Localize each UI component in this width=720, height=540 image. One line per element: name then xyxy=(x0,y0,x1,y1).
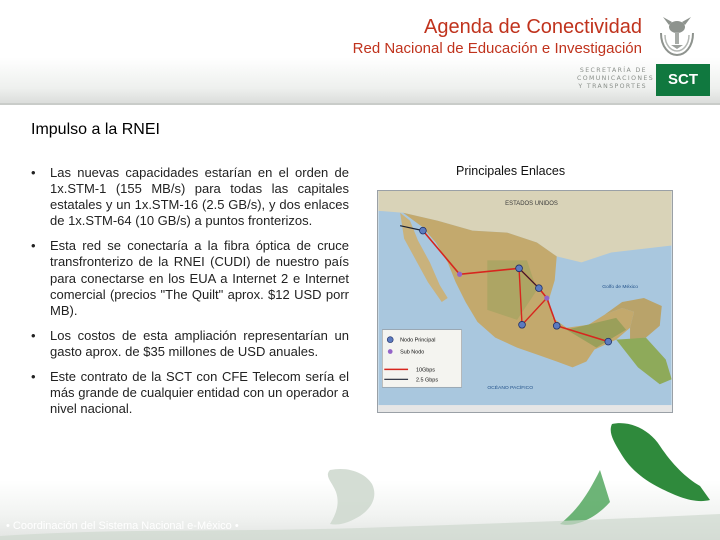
legend-main-node: Nodo Principal xyxy=(400,337,436,344)
bullet-list xyxy=(31,165,349,426)
bullet-item: • Esta red se conectaría a la fibra óptica de cruce transfronterizo de la RNEI (CUDI) de nuestro país para conectarse en los EUA a Internet 2 e Internet comercial (precios "The Quilt" aprox. $12 USD porr MB). xyxy=(31,238,349,318)
map-node xyxy=(516,265,523,272)
bullet-item: • Las nuevas capacidades estarían en el orden de 1x.STM-1 (155 MB/s) para todas las capitales estatales y un 1x.STM-16 (2.5 GB/s), y dos enlaces de 1x.STM-64 (10 GB/s) a puntos fronterizos. xyxy=(31,165,349,229)
map-node xyxy=(420,227,427,234)
header-title: Agenda de Conectividad xyxy=(424,16,642,38)
bullet-dot: • xyxy=(31,369,36,385)
map-node xyxy=(519,321,526,328)
footer-text: • Coordinación del Sistema Nacional e-México • xyxy=(6,520,239,532)
legend-10gbps: 10Gbps xyxy=(415,367,436,374)
sct-logo: SCT xyxy=(656,64,710,96)
header-subtitle: Red Nacional de Educación e Investigación xyxy=(352,40,642,57)
map-ocean-label: OCÉANO PACÍFICO xyxy=(487,386,534,392)
map-gulf-label: Golfo de México xyxy=(602,285,638,291)
bullet-dot: • xyxy=(31,327,36,343)
secretaria-label: SECRETARÍA DE COMUNICACIONES Y TRANSPORTES xyxy=(577,67,655,90)
map-title: Principales Enlaces xyxy=(456,164,566,178)
map-subnode xyxy=(544,295,549,300)
network-map xyxy=(377,190,673,413)
bullet-dot: • xyxy=(31,238,36,254)
map-subnode xyxy=(457,272,462,277)
header-divider xyxy=(0,103,720,105)
legend-2-5gbps: 2.5 Gbps xyxy=(415,377,439,384)
map-node xyxy=(536,285,543,292)
coat-of-arms-seal xyxy=(655,13,699,59)
slide-title: Impulso a la RNEI xyxy=(31,121,160,138)
bullet-dot: • xyxy=(31,165,36,180)
map-region-label: ESTADOS UNIDOS xyxy=(505,200,558,207)
mexico-map-watermark xyxy=(0,400,720,540)
bullet-item: • Los costos de esta ampliación representarían un gasto aprox. de $35 millones de USD anuales. xyxy=(31,327,349,359)
bullet-item: • Este contrato de la SCT con CFE Telecom sería el más grande de cualquier entidad con un operador a nivel nacional. xyxy=(31,369,349,417)
map-node xyxy=(605,338,612,345)
map-node xyxy=(553,322,560,329)
legend-sub-node: Sub Nodo xyxy=(400,349,425,356)
